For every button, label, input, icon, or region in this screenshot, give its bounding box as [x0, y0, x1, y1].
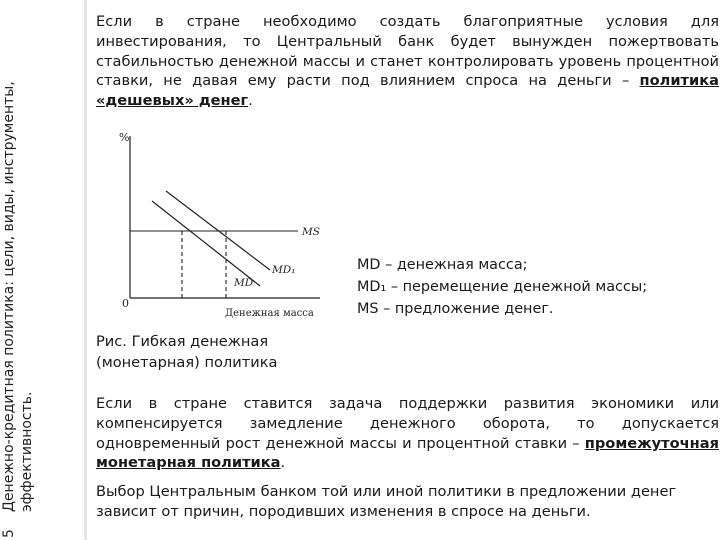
legend-item-ms: MS – предложение денег. [357, 301, 554, 317]
caption-line-2: (монетарная) политика [96, 354, 278, 371]
legend-item-md: MD – денежная масса; [357, 257, 528, 273]
origin-label: 0 [122, 297, 129, 310]
legend [357, 254, 647, 320]
ms-label: MS [302, 226, 320, 238]
paragraph-intermediate-end: . [280, 454, 286, 472]
paragraph-intermediate-text: Если в стране ставится задача поддержки развития экономики или компенсируется замедление денежного оборота, то допускается одновременный рост денежной массы и процентной ставки – [96, 395, 719, 452]
caption-line-1: Рис. Гибкая денежная [96, 333, 269, 350]
cheap-money-policy-term: политика «дешевых» денег [96, 72, 719, 110]
md-curve [152, 201, 260, 286]
sidebar [0, 0, 84, 540]
md-label: MD [234, 277, 254, 289]
y-axis-unit: % [119, 131, 130, 144]
slide-number: 5 [1, 529, 17, 538]
slide-title: Денежно-кредитная политика: цели, виды, инструменты, эффективность. [1, 81, 35, 512]
x-axis-label: Денежная масса [225, 308, 314, 319]
paragraph-cheap-money-text: Если в стране необходимо создать благоприятные условия для инвестирования, то Центральный банк будет вынужден пожертвовать стабильностью денежной массы и станет контролировать уровень процентной ставки, не давая ему расти под влиянием спроса на деньги – [96, 13, 719, 90]
legend-item-md1: MD₁ – перемещение денежной массы; [357, 279, 648, 295]
figure-caption [96, 331, 277, 373]
md1-label: MD₁ [272, 264, 296, 276]
paragraph-cheap-money-end: . [248, 92, 253, 110]
paragraph-intermediate-policy [96, 394, 719, 473]
money-market-diagram [106, 124, 338, 322]
paragraph-cheap-money [96, 12, 719, 111]
intermediate-policy-term: промежуточная монетарная политика [96, 434, 719, 472]
sidebar-divider [84, 0, 87, 540]
paragraph-policy-choice: Выбор Центральным банком той или иной политики в предложении денег зависит от причин, породивших изменения в спросе на деньги. [96, 483, 677, 520]
vertical-title-wrapper [0, 0, 80, 540]
